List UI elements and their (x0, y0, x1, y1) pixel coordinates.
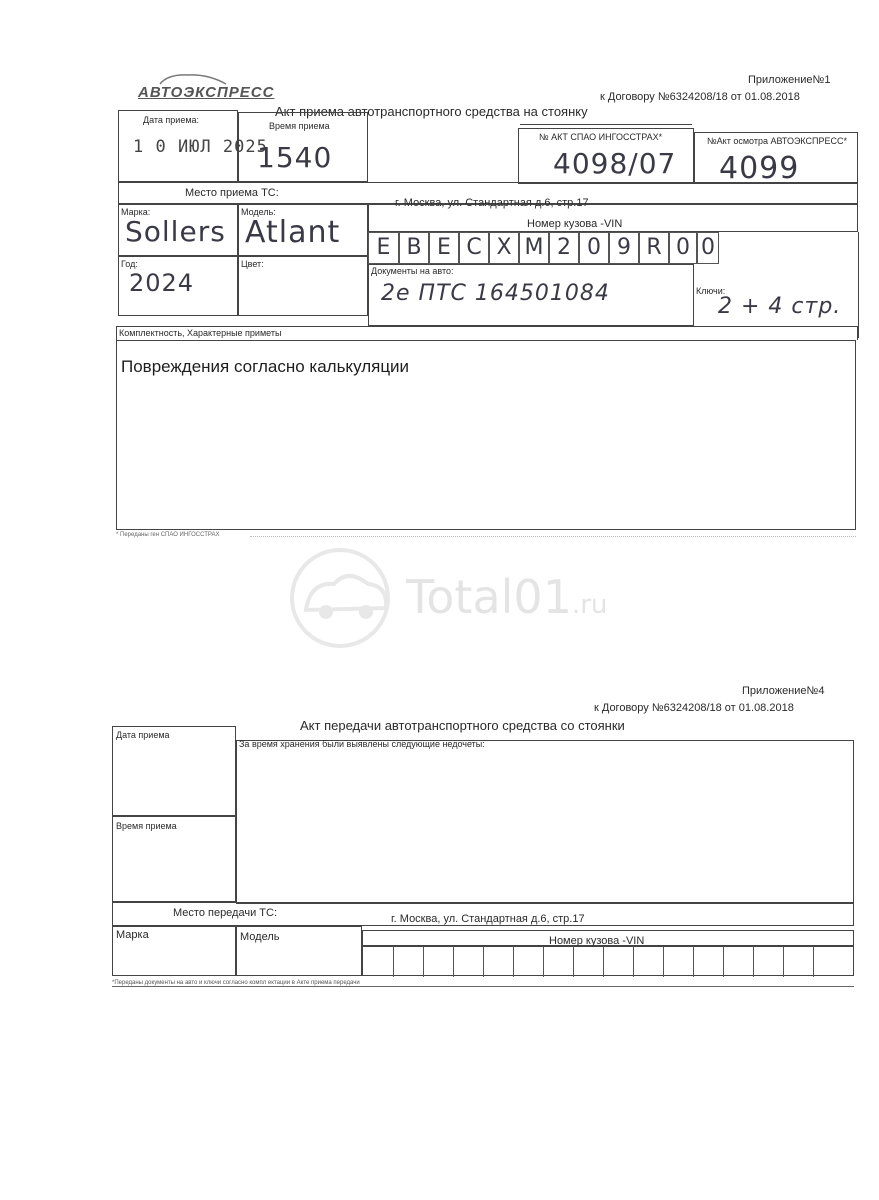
vin-char[interactable]: M (519, 232, 549, 264)
time-cell[interactable] (112, 816, 236, 902)
year-cell (118, 256, 238, 316)
place-value: г. Москва, ул. Стандартная д.6, стр.17 (391, 913, 585, 925)
appendix-label: Приложение№1 (748, 74, 831, 86)
color-label: Цвет: (241, 259, 264, 269)
act-spao-label: № АКТ СПАО ИНГОССТРАХ* (539, 132, 663, 142)
act-spao-cell (518, 128, 694, 184)
completeness-label: Комплектность, Характерные приметы (119, 328, 282, 338)
date-stamp[interactable]: 1 0 ИЮЛ 2025 (133, 137, 268, 157)
place-row (118, 182, 858, 209)
damage-text: Повреждения согласно калькуляции (121, 357, 410, 376)
act-auto-label: №Акт осмотра АВТОЭКСПРЕСС* (707, 136, 848, 146)
vin-char[interactable]: B (399, 232, 429, 264)
brand-value[interactable]: Sollers (125, 215, 226, 248)
vin-char[interactable]: 0 (579, 232, 609, 264)
vin-char[interactable]: 0 (669, 232, 697, 264)
vin-char[interactable]: 0 (697, 232, 719, 264)
model-cell[interactable] (236, 926, 362, 976)
docs-value[interactable]: 2e ПТС 164501084 (381, 281, 610, 306)
vin-grid[interactable] (362, 946, 854, 976)
completeness-header (116, 326, 858, 340)
brand-label: Марка (116, 929, 149, 941)
contract-reference: к Договору №6324208/18 от 01.08.2018 (600, 91, 800, 103)
time-cell (238, 112, 368, 182)
docs-cell (368, 264, 694, 326)
watermark-text: Total01.ru (406, 570, 608, 624)
color-cell (238, 256, 368, 316)
defects-label: За время хранения были выявлены следующие недочеты: (239, 739, 485, 749)
year-label: Год: (121, 259, 138, 269)
time-label: Время приема (269, 121, 330, 131)
place-label: Место приема ТС: (185, 187, 279, 199)
brand-label: Марка: (121, 207, 151, 217)
time-label: Время приема (116, 821, 177, 831)
watermark-logo-icon (288, 548, 398, 648)
total01-watermark (288, 548, 608, 648)
defects-area[interactable] (236, 740, 854, 904)
docs-label: Документы на авто: (371, 266, 454, 276)
date-label: Дата приема (116, 730, 170, 740)
vin-header (362, 930, 854, 946)
form1-footnote: * Переданы ген СПАО ИНГОССТРАХ (116, 532, 220, 538)
vin-char[interactable]: 9 (609, 232, 639, 264)
model-cell (238, 204, 368, 256)
brand-cell (118, 204, 238, 256)
act-title: Акт приема автотранспортного средства на стоянку (275, 104, 588, 119)
act-auto-value[interactable]: 4099 (719, 151, 800, 186)
vin-label: Номер кузова -VIN (549, 935, 645, 947)
vin-char[interactable]: R (639, 232, 669, 264)
completeness-area[interactable] (116, 340, 856, 530)
autoexpress-logo (138, 72, 275, 110)
act-title: Акт передачи автотранспортного средства со стоянки (300, 718, 625, 733)
keys-label: Ключи: (696, 286, 726, 296)
logo-text: АВТОЭКСПРЕСС (138, 84, 275, 101)
model-label: Модель: (241, 207, 276, 217)
model-value[interactable]: Atlant (245, 215, 341, 250)
vin-grid (368, 232, 728, 264)
model-label: Модель (240, 931, 280, 943)
appendix-label: Приложение№4 (742, 685, 825, 697)
place-label: Место передачи ТС: (173, 907, 278, 919)
brand-cell[interactable] (112, 926, 236, 976)
vin-char[interactable]: 2 (549, 232, 579, 264)
year-value[interactable]: 2024 (129, 269, 195, 297)
act-spao-value[interactable]: 4098/07 (553, 147, 677, 180)
vin-char[interactable]: X (489, 232, 519, 264)
form4-footnote: *Переданы документы на авто и ключи согласно компл ектации в Акте приема передачи (112, 980, 360, 986)
place-row (112, 902, 854, 926)
place-value: г. Москва, ул. Стандартная д.6, стр.17 (395, 197, 589, 209)
vin-header (368, 204, 858, 232)
contract-reference: к Договору №6324208/18 от 01.08.2018 (594, 702, 794, 714)
keys-value[interactable]: 2 + 4 стр. (718, 294, 842, 319)
time-value[interactable]: 1540 (257, 141, 333, 174)
date-label: Дата приема: (143, 115, 200, 125)
vin-char[interactable]: E (368, 232, 399, 264)
vin-label: Номер кузова -VIN (527, 218, 623, 230)
vin-char[interactable]: E (429, 232, 459, 264)
act-auto-cell (694, 132, 858, 184)
vin-char[interactable]: C (459, 232, 489, 264)
date-cell[interactable] (112, 726, 236, 816)
date-cell (118, 110, 268, 182)
